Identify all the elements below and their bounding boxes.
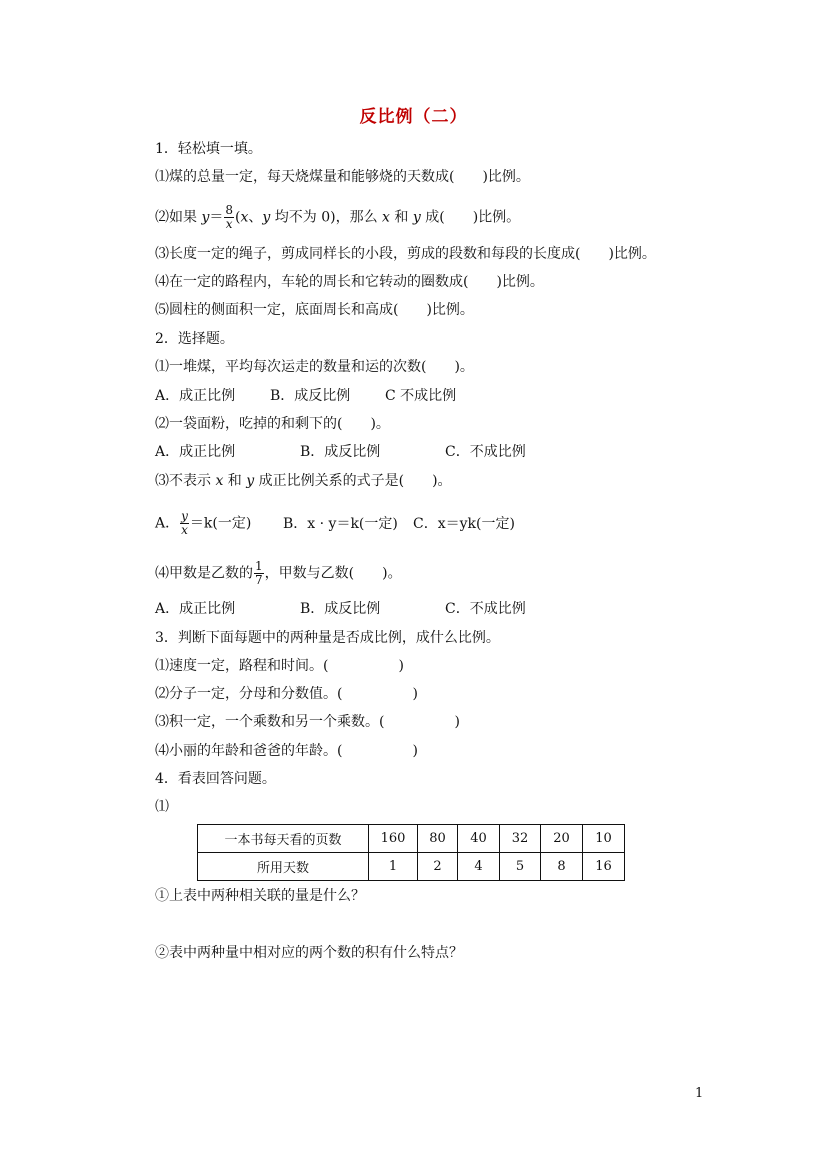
- var-y: y: [201, 209, 210, 226]
- page-title: 反比例（二）: [359, 107, 468, 127]
- equals: ＝: [209, 209, 224, 226]
- text: 均不为 0)，那么: [270, 209, 383, 226]
- data-table: [197, 824, 625, 881]
- table-cell: 4: [458, 853, 500, 881]
- page-number: 1: [695, 1086, 704, 1101]
- s2-question-4: [155, 560, 402, 587]
- text: (: [235, 209, 241, 226]
- text: ＝k(一定): [189, 515, 252, 532]
- option-c: C．不成比例: [445, 444, 526, 460]
- option-a: A．成正比例: [155, 444, 236, 460]
- table-cell: 40: [458, 825, 500, 853]
- table-cell: 16: [583, 853, 625, 881]
- table-cell: 1: [369, 853, 418, 881]
- s1-question-5: ⑸圆柱的侧面积一定，底面周长和高成( )比例。: [155, 302, 474, 318]
- table-row: [198, 853, 625, 881]
- s1-question-2: [155, 204, 520, 231]
- s4-subquestion-label: ⑴: [155, 799, 169, 815]
- var-y: y: [412, 209, 421, 226]
- numerator: y: [181, 509, 188, 523]
- table-cell: 10: [583, 825, 625, 853]
- text: ⑷甲数是乙数的: [155, 565, 253, 582]
- option-a: A．成正比例: [155, 388, 236, 404]
- s2-question-3: [155, 472, 452, 490]
- section3-heading: 3．判断下面每题中的两种量是否成比例，成什么比例。: [155, 630, 500, 646]
- text: 成正比例关系的式子是( )。: [254, 473, 452, 489]
- s1-question-1: ⑴煤的总量一定，每天烧煤量和能够烧的天数成( )比例。: [155, 169, 530, 185]
- option-b: B．x · y＝k(一定): [283, 515, 398, 532]
- text: ，甲数与乙数( )。: [264, 565, 402, 582]
- s2-question-2: ⑵一袋面粉，吃掉的和剩下的( )。: [155, 416, 390, 432]
- var-y: y: [262, 209, 271, 226]
- text: 、: [248, 209, 263, 226]
- s2-q2-options: [155, 443, 526, 461]
- denominator: x: [181, 523, 188, 537]
- text: ⑵如果: [155, 209, 202, 226]
- s1-question-4: ⑷在一定的路程内，车轮的周长和它转动的圈数成( )比例。: [155, 274, 544, 290]
- denominator: x: [225, 217, 233, 231]
- denominator: 7: [255, 573, 263, 587]
- option-b: B．成反比例: [270, 388, 351, 404]
- table-cell: 8: [541, 853, 583, 881]
- table-cell: 32: [500, 825, 541, 853]
- section2-heading: 2．选择题。: [155, 331, 234, 347]
- var-y: y: [246, 473, 255, 489]
- var-x: x: [382, 209, 390, 226]
- s3-question-1: ⑴速度一定，路程和时间。( ): [155, 658, 404, 674]
- fraction-y-over-x: [180, 510, 189, 537]
- s3-question-2: ⑵分子一定，分母和分数值。( ): [155, 686, 418, 702]
- s2-q3-options: [155, 510, 515, 537]
- table-cell: 5: [500, 853, 541, 881]
- s2-q4-options: [155, 600, 526, 618]
- fraction-1-over-7: [254, 560, 264, 587]
- s4-question-a: ①上表中两种相关联的量是什么？: [155, 888, 365, 904]
- table-cell: 20: [541, 825, 583, 853]
- option-b: B．成反比例: [300, 601, 381, 617]
- table-row: [198, 825, 625, 853]
- text: 和: [389, 209, 413, 226]
- row-label: 所用天数: [198, 853, 369, 881]
- s2-question-1: ⑴一堆煤，平均每次运走的数量和运的次数( )。: [155, 359, 474, 375]
- var-x: x: [215, 473, 224, 489]
- option-c: C．不成比例: [445, 601, 526, 617]
- s2-q1-options: [155, 387, 456, 405]
- option-b: B．成反比例: [300, 444, 381, 460]
- s1-question-3: ⑶长度一定的绳子，剪成同样长的小段，剪成的段数和每段的长度成( )比例。: [155, 246, 656, 262]
- s3-question-3: ⑶积一定，一个乘数和另一个乘数。( ): [155, 714, 460, 730]
- text: 和: [223, 473, 247, 489]
- section4-heading: 4．看表回答问题。: [155, 771, 276, 787]
- numerator: 1: [255, 559, 263, 573]
- table-cell: 80: [418, 825, 458, 853]
- table-cell: 160: [369, 825, 418, 853]
- option-a: [155, 510, 283, 537]
- row-label: 一本书每天看的页数: [198, 825, 369, 853]
- text: 成( )比例。: [420, 209, 521, 226]
- section1-heading: 1．轻松填一填。: [155, 141, 262, 157]
- label: A．: [155, 515, 180, 532]
- var-x: x: [240, 209, 249, 226]
- option-c: C．x＝yk(一定): [413, 515, 515, 532]
- s3-question-4: ⑷小丽的年龄和爸爸的年龄。( ): [155, 743, 418, 759]
- option-c: C 不成比例: [385, 388, 457, 404]
- s4-question-b: ②表中两种量中相对应的两个数的积有什么特点？: [155, 945, 463, 961]
- numerator: 8: [225, 203, 234, 217]
- text: ⑶不表示: [155, 473, 216, 489]
- table-cell: 2: [418, 853, 458, 881]
- fraction-8-over-x: [224, 204, 234, 231]
- option-a: A．成正比例: [155, 601, 236, 617]
